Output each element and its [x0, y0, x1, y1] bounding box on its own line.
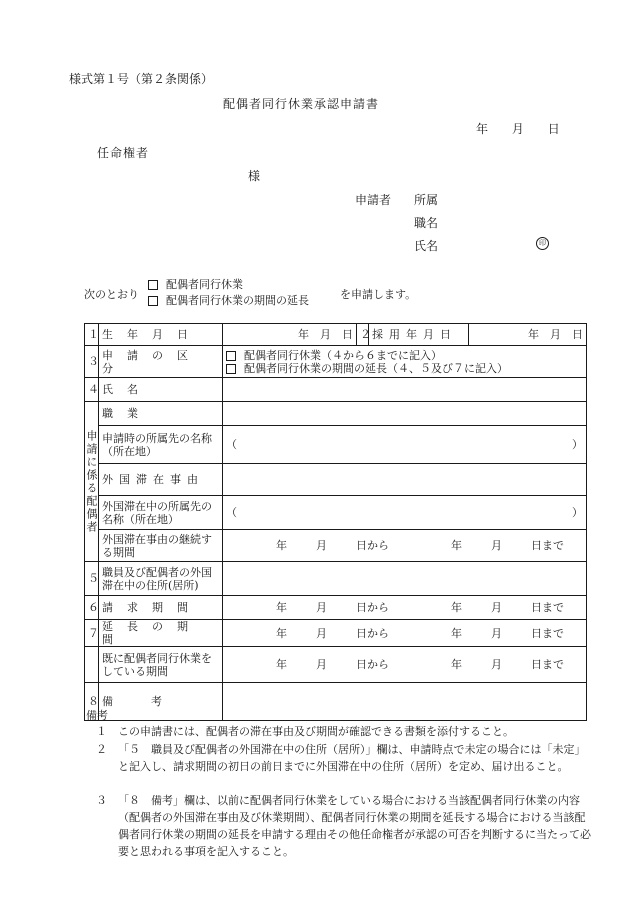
abroad-address-label: 職員及び配偶者の外国滞在中の住所(居所) — [99, 562, 223, 596]
remarks-label: 備考 — [99, 683, 223, 721]
row-abroad-address — [85, 562, 587, 596]
note-1-number: １ — [96, 725, 107, 738]
request-type-label: 申請の区分 — [99, 346, 223, 378]
row7-number: ７ — [85, 620, 99, 647]
row1-number: １ — [85, 324, 99, 346]
request-period-label: 請求期間 — [99, 596, 223, 620]
row6-number: ６ — [85, 596, 99, 620]
recipient-label: 任命権者 — [97, 146, 150, 160]
request-option-extension-label: 配偶者同行休業の期間の延長 — [166, 294, 309, 307]
request-prefix: 次のとおり — [84, 288, 139, 301]
note-2-text: 「５ 職員及び配偶者の外国滞在中の住所（居所）」欄は、申請時点で未定の場合には「未定」と記入し、請求期間の初日の前日までに外国滞在中の住所（居所）を定め、届け出ること。 — [118, 743, 586, 773]
row-spouse-workplace — [85, 426, 587, 464]
spouse-occupation-value[interactable] — [223, 402, 587, 426]
paren-close: ） — [572, 506, 583, 519]
paren-open: （ — [226, 506, 237, 519]
current-leave-period-label: 既に配偶者同行休業をしている期間 — [99, 647, 223, 683]
spouse-workplace-value[interactable] — [223, 426, 587, 464]
note-3-text: 「８ 備考」欄は、以前に配偶者同行休業をしている場合における当該配偶者同行休業の内容（配偶者の外国滞在事由及び休業期間）、配偶者同行休業の期間を延長する場合における当該配偶者同行休業の期間の延長を申請する理由その他任命権者が承認の可否を判断するに当たって必要と思われる事項を記入すること。 — [118, 794, 591, 858]
extension-period-value[interactable]: 年 月 日から 年 月 日まで — [223, 620, 587, 647]
abroad-reason-label: 外国滞在事由 — [99, 464, 223, 496]
date-day-label: 日 — [547, 122, 560, 136]
row-current-leave-period — [85, 647, 587, 683]
row7-sub-spacer — [85, 647, 99, 683]
request-suffix: を申請します。 — [340, 288, 417, 301]
request-type-option-extension-label: 配偶者同行休業の期間の延長（４、５及び７に記入） — [244, 361, 508, 375]
row-reason-period — [85, 530, 587, 562]
form-number: 様式第１号（第２条関係） — [69, 72, 214, 86]
hire-date-label: 採用年月日 — [369, 324, 469, 346]
request-period-value[interactable]: 年 月 日から 年 月 日まで — [223, 596, 587, 620]
note-3 — [96, 792, 591, 860]
abroad-reason-value[interactable] — [223, 464, 587, 496]
row-abroad-workplace — [85, 496, 587, 530]
row-spouse-occupation — [85, 402, 587, 426]
reason-period-value[interactable]: 年 月 日から 年 月 日まで — [223, 530, 587, 562]
row-request-type — [85, 346, 587, 378]
abroad-workplace-value[interactable] — [223, 496, 587, 530]
request-option-leave-label: 配偶者同行休業 — [166, 278, 243, 291]
birthdate-label: 生年月日 — [99, 324, 223, 346]
date-year-label: 年 — [476, 122, 489, 136]
checkbox-extension[interactable] — [148, 296, 158, 306]
request-option-extension[interactable] — [148, 292, 309, 308]
reason-period-label: 外国滞在事由の継続する期間 — [99, 530, 223, 562]
row8-number: ８ — [85, 683, 99, 721]
row4-number: ４ — [85, 378, 99, 402]
birthdate-value[interactable]: 年 月 日 — [223, 324, 357, 346]
request-type-option-extension[interactable] — [226, 362, 583, 375]
notes-heading: 備考 — [86, 709, 108, 722]
row-extension-period — [85, 620, 587, 647]
checkbox-type-extension[interactable] — [226, 364, 236, 374]
row-remarks — [85, 683, 587, 721]
spouse-name-label: 氏名 — [99, 378, 223, 402]
honorific: 様 — [248, 169, 261, 183]
request-type-options — [223, 346, 587, 378]
abroad-workplace-label: 外国滞在中の所属先の名称（所在地） — [99, 496, 223, 530]
note-2 — [96, 741, 591, 775]
position-label: 職名 — [414, 216, 439, 230]
application-date — [476, 120, 580, 137]
row-birthdate — [85, 324, 587, 346]
note-1 — [96, 723, 591, 740]
request-type-option-leave[interactable] — [226, 349, 583, 362]
request-option-leave[interactable] — [148, 276, 243, 292]
request-type-option-leave-label: 配偶者同行休業（４から６までに記入） — [244, 348, 442, 362]
checkbox-type-leave[interactable] — [226, 351, 236, 361]
remarks-value[interactable] — [223, 683, 587, 721]
current-leave-period-value[interactable]: 年 月 日から 年 月 日まで — [223, 647, 587, 683]
paren-close: ） — [572, 438, 583, 451]
checkbox-leave[interactable] — [148, 280, 158, 290]
application-form-table — [84, 323, 587, 721]
row-spouse-name — [85, 378, 587, 402]
document-title: 配偶者同行休業承認申請書 — [223, 97, 380, 111]
row5-number: ５ — [85, 562, 99, 596]
date-month-label: 月 — [511, 122, 524, 136]
hire-date-value[interactable]: 年 月 日 — [469, 324, 587, 346]
spouse-occupation-label: 職業 — [99, 402, 223, 426]
extension-period-label: 延長の期間 — [99, 620, 223, 647]
spouse-workplace-label: 申請時の所属先の名称（所在地） — [99, 426, 223, 464]
spouse-group-label: 申請に係る配偶者 — [85, 402, 99, 562]
note-3-number: ３ — [96, 794, 107, 807]
applicant-label: 申請者 — [355, 193, 392, 207]
row3-number: ３ — [85, 346, 99, 378]
spouse-name-value[interactable] — [223, 378, 587, 402]
note-2-number: ２ — [96, 743, 107, 756]
seal-mark: 印 — [536, 237, 549, 250]
row-abroad-reason — [85, 464, 587, 496]
paren-open: （ — [226, 438, 237, 451]
row2-number: ２ — [357, 324, 369, 346]
row-request-period — [85, 596, 587, 620]
affiliation-label: 所属 — [414, 193, 439, 207]
abroad-address-value[interactable] — [223, 562, 587, 596]
name-label: 氏名 — [414, 239, 439, 253]
note-1-text: この申請書には、配偶者の滞在事由及び期間が確認できる書類を添付すること。 — [118, 725, 514, 738]
